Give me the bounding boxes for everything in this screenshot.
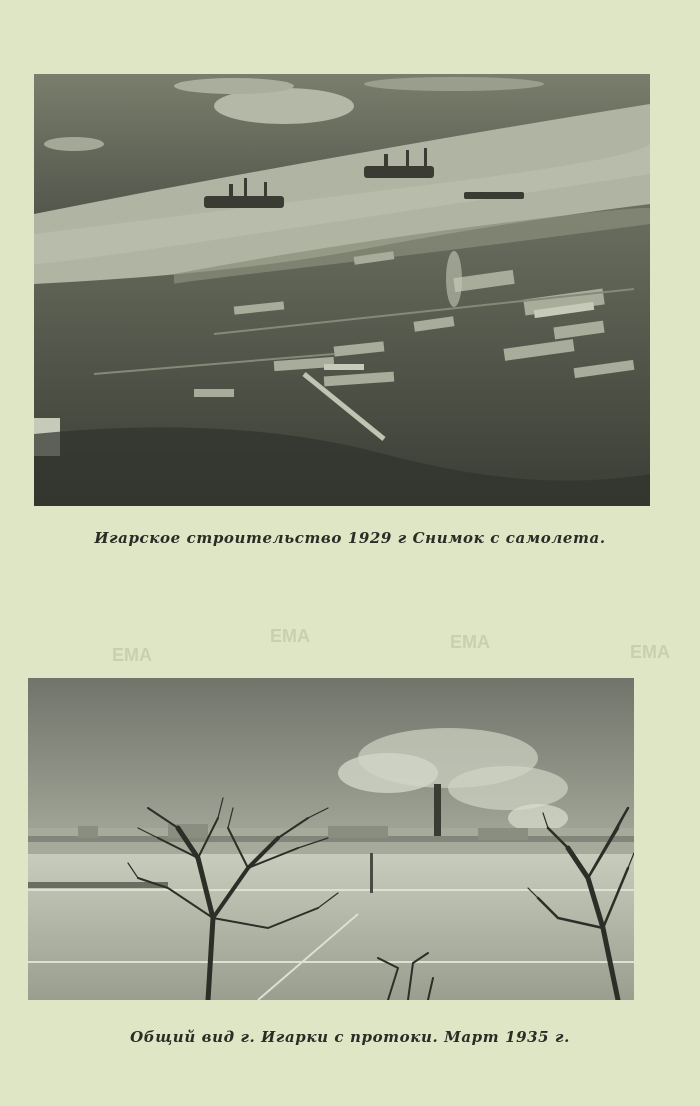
aerial-photo-image: [34, 74, 650, 506]
bleed-through-mark: ЕМА: [112, 645, 152, 665]
aerial-photo-caption: Игарское строительство 1929 г Снимок с самолета.: [94, 529, 606, 547]
town-view-photo-image: [28, 678, 634, 1000]
bleed-through-mark: ЕМА: [630, 642, 670, 662]
town-view-photo-caption: Общий вид г. Игарки с протоки. Март 1935 г.: [130, 1028, 570, 1046]
bleed-through-mark: ЕМА: [450, 632, 490, 652]
aerial-photo: [34, 74, 650, 506]
bleed-through-mark: ЕМА: [270, 626, 310, 646]
town-view-photo: [28, 678, 634, 1000]
